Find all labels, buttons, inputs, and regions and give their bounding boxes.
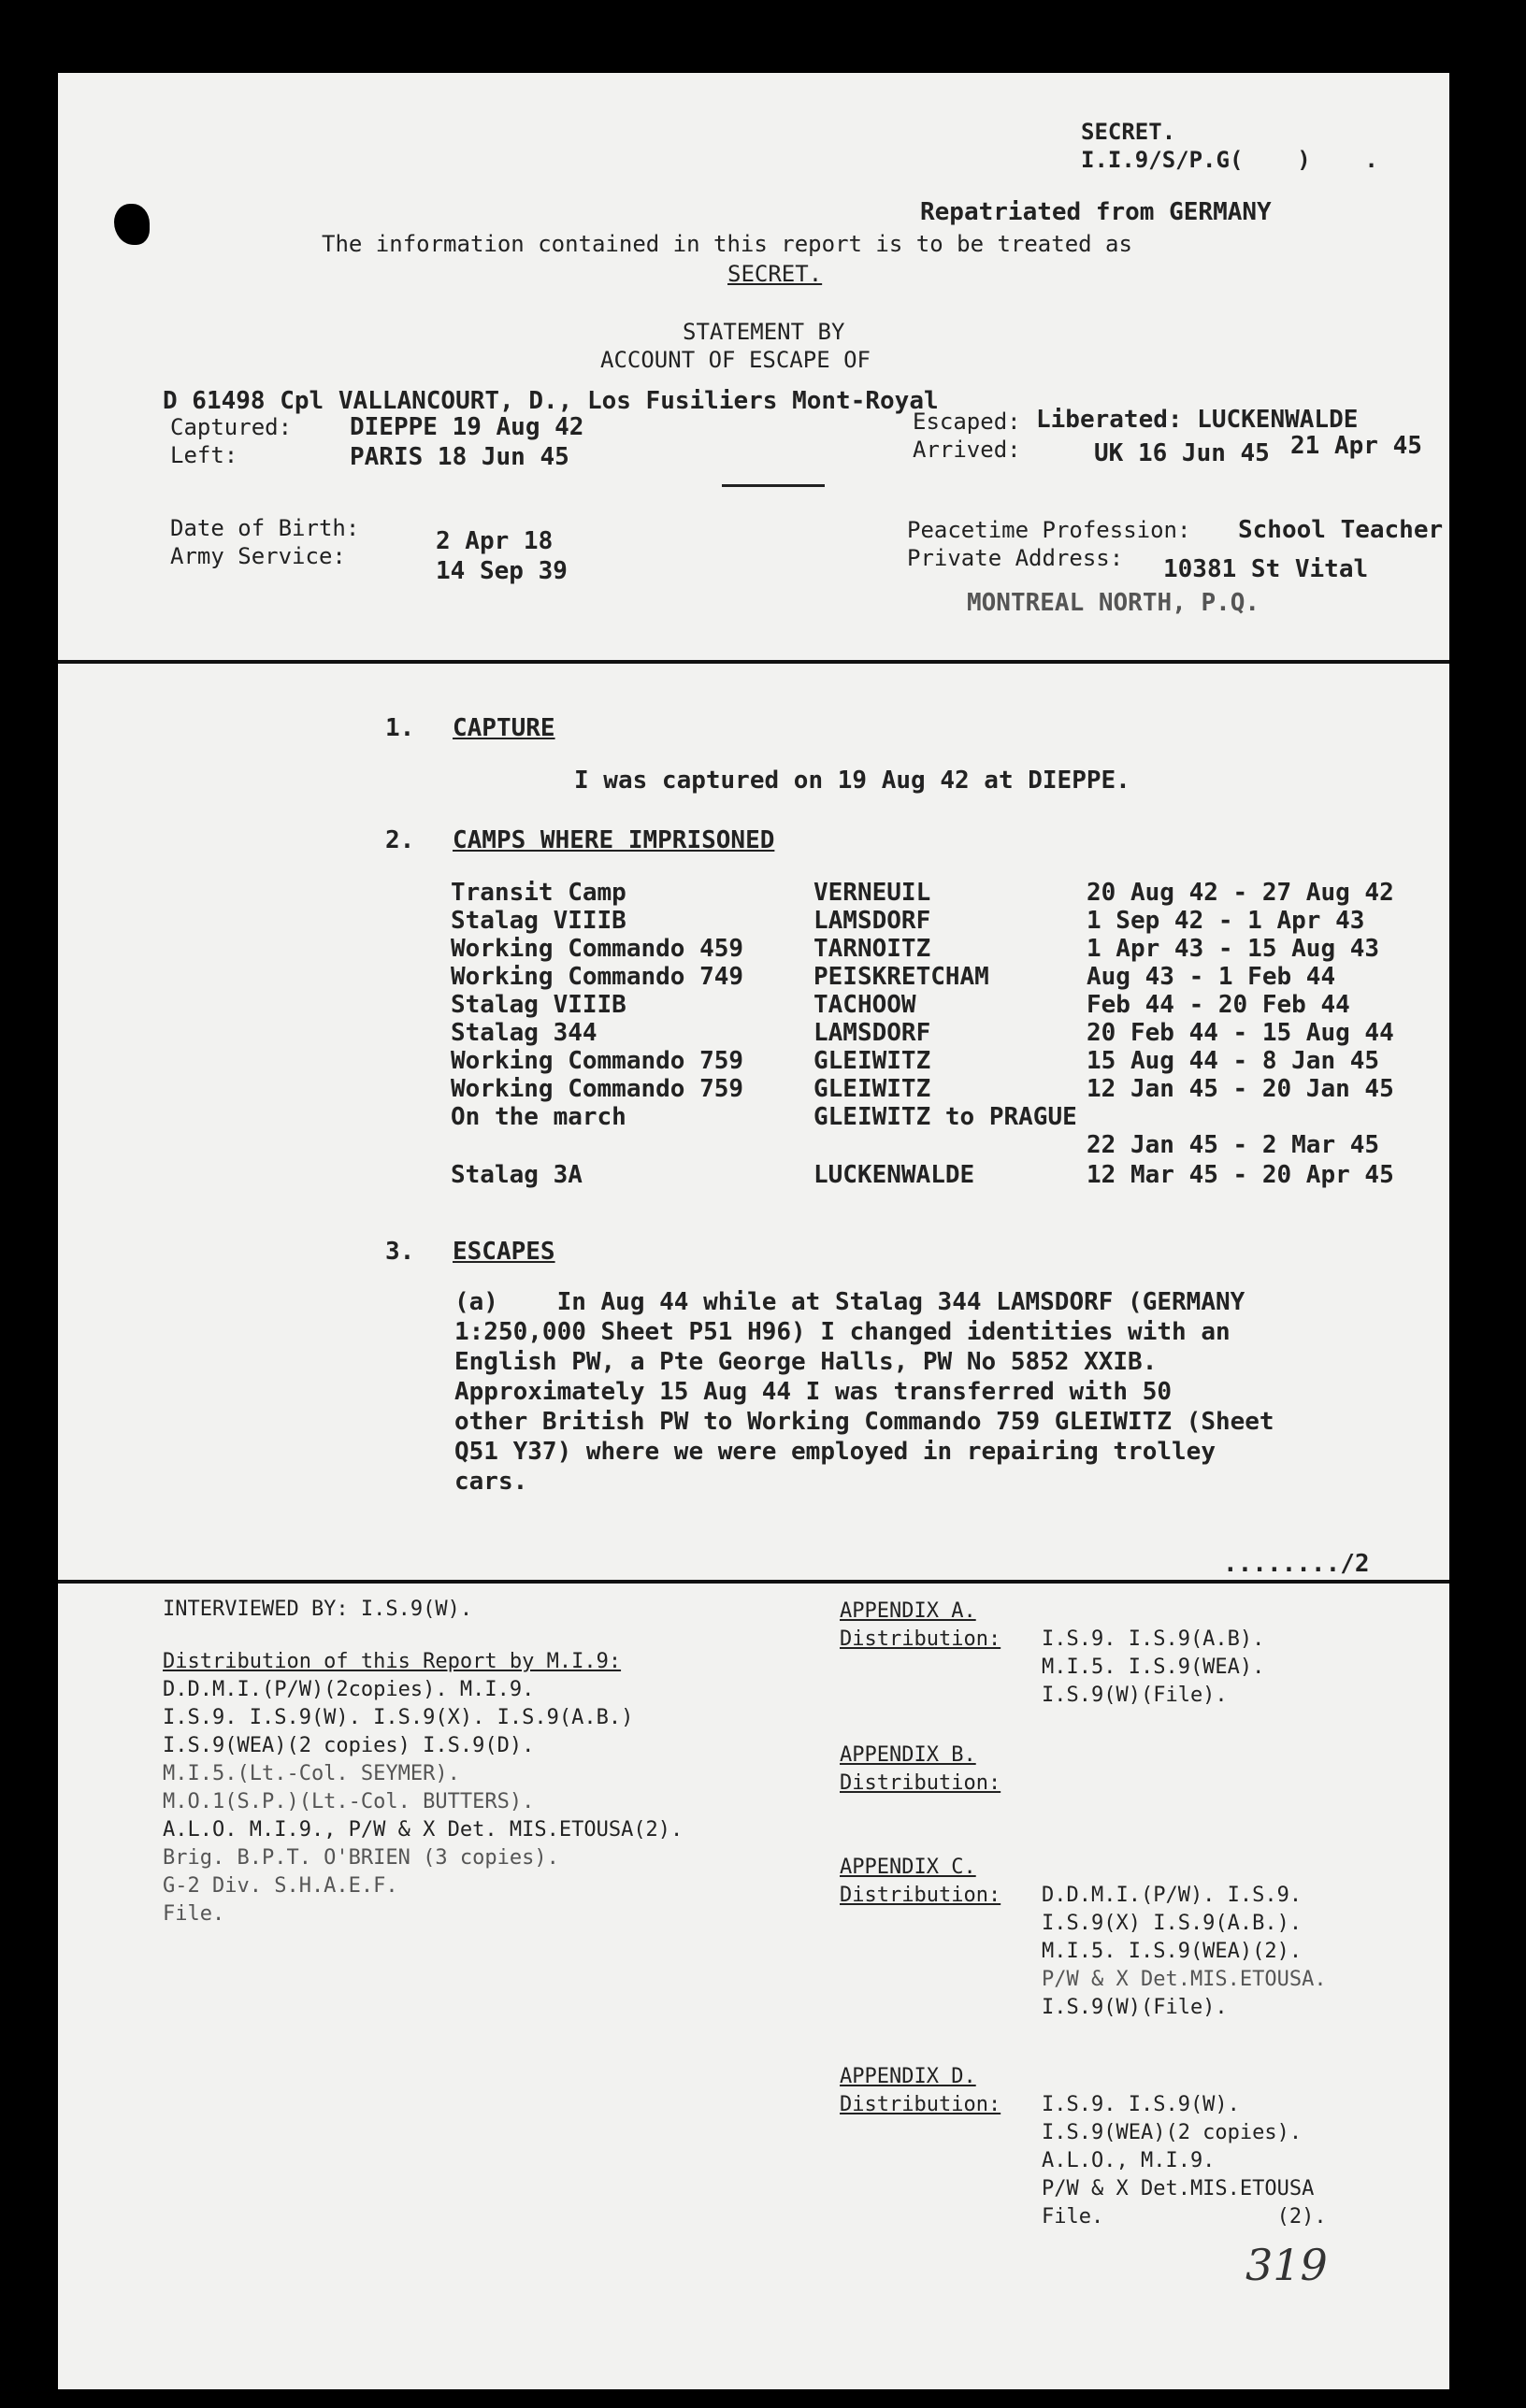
camp-dates: 20 Aug 42 - 27 Aug 42 xyxy=(1087,879,1394,907)
left-label: Left: xyxy=(170,442,238,468)
statement-line-1: STATEMENT BY xyxy=(683,319,845,345)
arrived-label: Arrived: xyxy=(913,437,1021,463)
camp-name: Stalag 344 xyxy=(451,1019,597,1047)
camp-place: LAMSDORF xyxy=(813,1019,931,1047)
paragraph-line: 1:250,000 Sheet P51 H96) I changed identities with an xyxy=(454,1318,1231,1346)
section-1-number: 1. xyxy=(385,714,415,742)
notice-secret: SECRET. xyxy=(727,261,823,287)
camp-dates: 1 Apr 43 - 15 Aug 43 xyxy=(1087,935,1380,963)
camp-row xyxy=(58,1047,1449,1077)
section-2-number: 2. xyxy=(385,826,415,854)
camp-name: Stalag VIIIB xyxy=(451,907,626,935)
subject-name: D 61498 Cpl VALLANCOURT, D., Los Fusiliers Mont-Royal xyxy=(163,387,939,415)
paragraph-line: other British PW to Working Commando 759 GLEIWITZ (Sheet xyxy=(454,1408,1274,1436)
camp-dates: 15 Aug 44 - 8 Jan 45 xyxy=(1087,1047,1380,1075)
appendix-c-line: I.S.9(X) I.S.9(A.B.). xyxy=(1042,1912,1303,1935)
section-3-number: 3. xyxy=(385,1238,415,1266)
camp-name: Working Commando 759 xyxy=(451,1047,744,1075)
camp-row xyxy=(58,1103,1449,1133)
camp-name: Transit Camp xyxy=(451,879,626,907)
classification-mark: SECRET. xyxy=(1081,119,1176,145)
paragraph-line: cars. xyxy=(454,1468,528,1496)
camp-row xyxy=(58,1131,1449,1161)
camp-place: LUCKENWALDE xyxy=(813,1161,975,1189)
distribution-title: Distribution of this Report by M.I.9: xyxy=(163,1650,622,1673)
appendix-a-line: I.S.9(W)(File). xyxy=(1042,1684,1228,1707)
appendix-c-line: D.D.M.I.(P/W). I.S.9. xyxy=(1042,1884,1303,1907)
section-1-text: I was captured on 19 Aug 42 at DIEPPE. xyxy=(574,767,1130,795)
document-page xyxy=(58,73,1449,2389)
army-service-value: 14 Sep 39 xyxy=(436,557,568,585)
divider-short xyxy=(722,484,825,487)
camp-place: TARNOITZ xyxy=(813,935,931,963)
liberated-date: 21 Apr 45 xyxy=(1290,432,1422,460)
camp-dates: Aug 43 - 1 Feb 44 xyxy=(1087,963,1336,991)
captured-value: DIEPPE 19 Aug 42 xyxy=(350,413,584,441)
appendix-d-line: I.S.9. I.S.9(W). xyxy=(1042,2093,1240,2116)
address-line-2: MONTREAL NORTH, P.Q. xyxy=(967,589,1260,617)
distribution-line: Brig. B.P.T. O'BRIEN (3 copies). xyxy=(163,1846,559,1870)
escaped-value: Liberated: LUCKENWALDE xyxy=(1036,406,1359,434)
camp-name: On the march xyxy=(451,1103,626,1131)
section-2-title: CAMPS WHERE IMPRISONED xyxy=(453,826,775,854)
camp-place: GLEIWITZ xyxy=(813,1075,931,1103)
distribution-line: I.S.9. I.S.9(W). I.S.9(X). I.S.9(A.B.) xyxy=(163,1706,634,1729)
paragraph-line: English PW, a Pte George Halls, PW No 5852 XXIB. xyxy=(454,1348,1158,1376)
camp-name: Stalag 3A xyxy=(451,1161,583,1189)
camp-name: Working Commando 459 xyxy=(451,935,744,963)
army-service-label: Army Service: xyxy=(170,543,346,569)
paragraph-line: Approximately 15 Aug 44 I was transferred with 50 xyxy=(454,1378,1173,1406)
appendix-a-line: M.I.5. I.S.9(WEA). xyxy=(1042,1656,1265,1679)
camp-dates: 12 Mar 45 - 20 Apr 45 xyxy=(1087,1161,1394,1189)
captured-label: Captured: xyxy=(170,414,293,440)
appendix-d-line: P/W & X Det.MIS.ETOUSA xyxy=(1042,2177,1315,2200)
camp-name: Working Commando 749 xyxy=(451,963,744,991)
camp-row xyxy=(58,907,1449,937)
distribution-line: M.I.5.(Lt.-Col. SEYMER). xyxy=(163,1762,460,1785)
address-line-1: 10381 St Vital xyxy=(1163,555,1369,583)
camp-row xyxy=(58,879,1449,909)
distribution-line: File. xyxy=(163,1902,225,1926)
distribution-line: I.S.9(WEA)(2 copies) I.S.9(D). xyxy=(163,1734,535,1757)
camp-row xyxy=(58,935,1449,965)
camp-row xyxy=(58,1019,1449,1049)
camp-place: GLEIWITZ to PRAGUE xyxy=(813,1103,1077,1131)
camp-place: TACHOOW xyxy=(813,991,916,1019)
appendix-c-line: M.I.5. I.S.9(WEA)(2). xyxy=(1042,1940,1303,1963)
camp-place: GLEIWITZ xyxy=(813,1047,931,1075)
paragraph-line: Q51 Y37) where we were employed in repairing trolley xyxy=(454,1438,1216,1466)
notice-line: The information contained in this report is to be treated as xyxy=(322,231,1132,257)
profession-value: School Teacher xyxy=(1238,516,1444,544)
escaped-label: Escaped: xyxy=(913,408,1021,435)
appendix-c-line: I.S.9(W)(File). xyxy=(1042,1996,1228,2019)
repatriated-line: Repatriated from GERMANY xyxy=(920,198,1272,226)
appendix-d-line: I.S.9(WEA)(2 copies). xyxy=(1042,2121,1303,2144)
camp-row xyxy=(58,991,1449,1021)
camp-place: PEISKRETCHAM xyxy=(813,963,989,991)
appendix-b-title: APPENDIX B. xyxy=(840,1743,976,1767)
paragraph-line: (a) In Aug 44 while at Stalag 344 LAMSDORF (GERMANY xyxy=(454,1288,1245,1316)
appendix-c-label: Distribution: xyxy=(840,1884,1001,1907)
left-value: PARIS 18 Jun 45 xyxy=(350,443,569,471)
camp-row xyxy=(58,963,1449,993)
camp-dates: 1 Sep 42 - 1 Apr 43 xyxy=(1087,907,1365,935)
section-rule-top xyxy=(58,660,1449,664)
reference-number: I.I.9/S/P.G( ) . xyxy=(1081,147,1378,173)
camp-dates: 22 Jan 45 - 2 Mar 45 xyxy=(1087,1131,1380,1159)
ink-blot xyxy=(114,204,150,245)
camp-name: Working Commando 759 xyxy=(451,1075,744,1103)
appendix-d-title: APPENDIX D. xyxy=(840,2065,976,2088)
distribution-line: D.D.M.I.(P/W)(2copies). M.I.9. xyxy=(163,1678,535,1701)
camp-place: LAMSDORF xyxy=(813,907,931,935)
section-1-title: CAPTURE xyxy=(453,714,555,742)
camp-row xyxy=(58,1075,1449,1105)
arrived-value: UK 16 Jun 45 xyxy=(1094,439,1270,467)
camp-name: Stalag VIIIB xyxy=(451,991,626,1019)
section-rule-bottom xyxy=(58,1580,1449,1584)
appendix-d-line: A.L.O., M.I.9. xyxy=(1042,2149,1216,2172)
distribution-line: G-2 Div. S.H.A.E.F. xyxy=(163,1874,398,1898)
appendix-a-label: Distribution: xyxy=(840,1627,1001,1651)
camp-dates: 12 Jan 45 - 20 Jan 45 xyxy=(1087,1075,1394,1103)
camp-dates: 20 Feb 44 - 15 Aug 44 xyxy=(1087,1019,1394,1047)
address-label: Private Address: xyxy=(907,545,1124,571)
appendix-d-label: Distribution: xyxy=(840,2093,1001,2116)
section-3-title: ESCAPES xyxy=(453,1238,555,1266)
appendix-b-label: Distribution: xyxy=(840,1771,1001,1795)
appendix-d-line: File. (2). xyxy=(1042,2205,1327,2229)
distribution-line: A.L.O. M.I.9., P/W & X Det. MIS.ETOUSA(2). xyxy=(163,1818,684,1842)
profession-label: Peacetime Profession: xyxy=(907,517,1191,543)
continued-marker: ......../2 xyxy=(1223,1550,1370,1578)
distribution-line: M.O.1(S.P.)(Lt.-Col. BUTTERS). xyxy=(163,1790,535,1813)
statement-line-2: ACCOUNT OF ESCAPE OF xyxy=(600,347,871,373)
appendix-a-title: APPENDIX A. xyxy=(840,1599,976,1623)
page-number-handwritten: 319 xyxy=(1245,2240,1328,2290)
dob-value: 2 Apr 18 xyxy=(436,527,554,555)
camp-place: VERNEUIL xyxy=(813,879,931,907)
dob-label: Date of Birth: xyxy=(170,515,360,541)
appendix-a-line: I.S.9. I.S.9(A.B). xyxy=(1042,1627,1265,1651)
camp-dates: Feb 44 - 20 Feb 44 xyxy=(1087,991,1350,1019)
camp-row xyxy=(58,1161,1449,1191)
appendix-c-line: P/W & X Det.MIS.ETOUSA. xyxy=(1042,1968,1327,1991)
interviewed-by: INTERVIEWED BY: I.S.9(W). xyxy=(163,1598,473,1621)
appendix-c-title: APPENDIX C. xyxy=(840,1856,976,1879)
